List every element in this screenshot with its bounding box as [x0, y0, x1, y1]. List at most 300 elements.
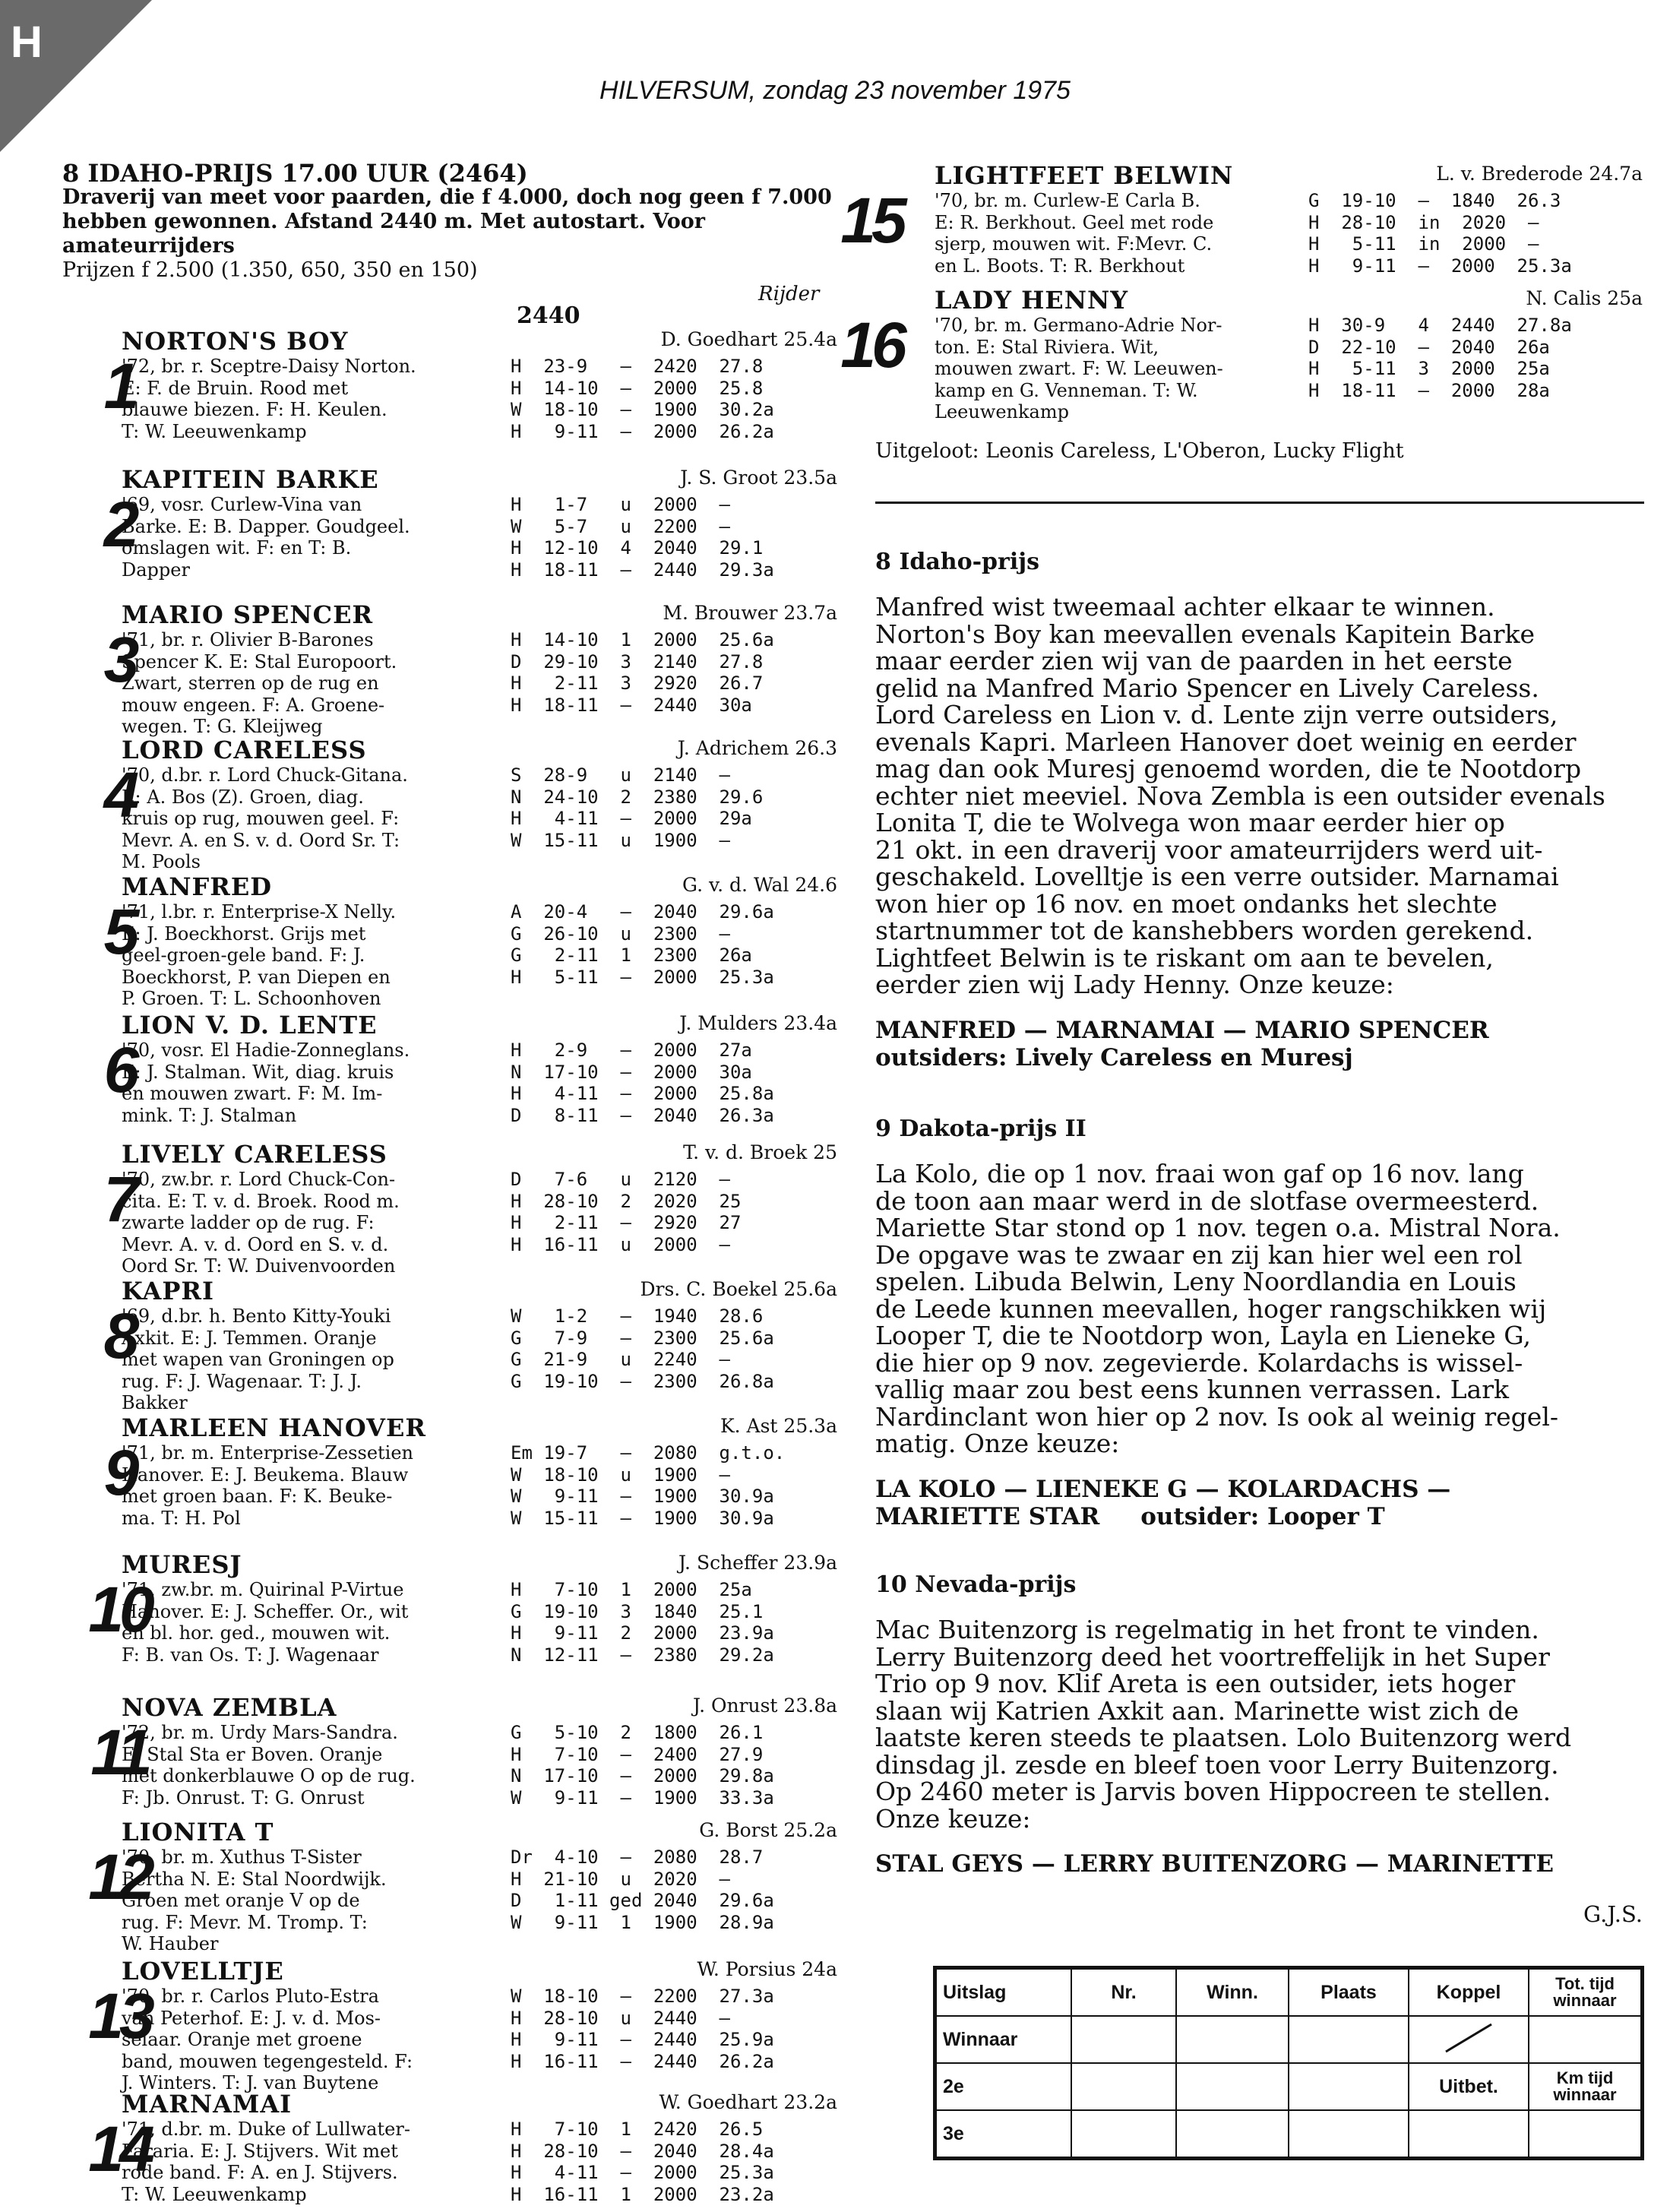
description-line: sjerp, mouwen wit. F:Mevr. C.	[935, 233, 1213, 255]
rider-record: G. v. d. Wal 24.6	[682, 874, 837, 896]
description-line: Dapper	[122, 559, 190, 581]
commentary-line: La Kolo, die op 1 nov. fraai won gaf op 16 nov. lang	[875, 1159, 1524, 1188]
description-line: '72, br. r. Sceptre-Daisy Norton.	[122, 356, 416, 377]
result-line: W 18-10 — 1900 30.2a	[511, 399, 774, 420]
result-line: G 5-10 2 1800 26.1	[511, 1722, 764, 1743]
race-conditions: Draverij van meet voor paarden, die f 4.000, doch nog geen f 7.000 hebben gewonnen. Afstand 2440 m. Met autostart. Voor amateurrijders	[62, 185, 832, 258]
commentary-line: maar eerder zien wij van de paarden in het eerste	[875, 646, 1513, 676]
description-line: E: F. de Bruin. Rood met	[122, 377, 349, 399]
result-line: W 9-11 — 1900 30.9a	[511, 1486, 774, 1507]
description-line: Mevr. A. v. d. Oord en S. v. d.	[122, 1233, 389, 1255]
result-line: G 19-10 — 1840 26.3	[1308, 190, 1561, 211]
result-line: H 5-11 3 2000 25a	[1308, 358, 1550, 379]
horse-name: LIONITA T	[122, 1818, 274, 1846]
result-line: H 16-11 1 2000 23.2a	[511, 2183, 774, 2205]
form-header-tot-tijd: Tot. tijd winnaar	[1529, 1968, 1643, 2017]
horse-name: MANFRED	[122, 872, 272, 901]
description-line: kruis op rug, mouwen geel. F:	[122, 808, 400, 829]
description-line: met donkerblauwe O op de rug.	[122, 1765, 416, 1786]
form-cell	[1289, 2063, 1409, 2110]
form-cell	[1409, 2110, 1529, 2159]
commentary-line: Trio op 9 nov. Klif Areta is een outsider, iets hoger	[875, 1669, 1516, 1698]
pick-line: MARIETTE STAR outsider: Looper T	[875, 1502, 1385, 1530]
commentary-text	[875, 1616, 1643, 1832]
description-line: Bakker	[122, 1392, 188, 1413]
description-line: met groen baan. F: K. Beuke-	[122, 1486, 393, 1507]
result-line: H 7-10 1 2420 26.5	[511, 2119, 764, 2140]
result-line: H 18-11 — 2000 28a	[1308, 379, 1550, 401]
commentary-line: Lord Careless en Lion v. d. Lente zijn verre outsiders,	[875, 700, 1558, 729]
result-line: H 4-11 — 2000 25.8a	[511, 1083, 774, 1104]
result-line: G 21-9 u 2240 —	[511, 1349, 730, 1370]
result-line: H 9-11 — 2000 25.3a	[1308, 255, 1572, 277]
form-cell	[1176, 2063, 1289, 2110]
description-line: en mouwen zwart. F: M. Im-	[122, 1083, 383, 1104]
horse-description	[122, 1169, 547, 1277]
result-line: G 26-10 u 2300 —	[511, 922, 730, 945]
description-line: T: W. Leeuwenkamp	[122, 420, 307, 442]
description-line: mouwen zwart. F: W. Leeuwen-	[935, 358, 1223, 379]
rider-header: Rijder	[758, 283, 820, 305]
result-line: S 28-9 u 2140 —	[511, 764, 730, 786]
horse-name: KAPRI	[122, 1277, 214, 1305]
result-line: Dr 4-10 — 2080 28.7	[511, 1846, 764, 1868]
description-line: '70, zw.br. r. Lord Chuck-Con-	[122, 1169, 396, 1190]
description-line: '70, br. r. Carlos Pluto-Estra	[122, 1986, 379, 2007]
description-line: zwarte ladder op de rug. F:	[122, 1212, 375, 1233]
race-results	[511, 356, 860, 442]
horse-name: LIGHTFEET BELWIN	[935, 161, 1234, 190]
start-number: 2	[103, 489, 135, 560]
result-line: W 18-10 u 1900 —	[511, 1464, 730, 1486]
horse-description	[122, 1846, 547, 1955]
start-number: 1	[103, 350, 135, 422]
result-line: H 30-9 4 2440 27.8a	[1308, 315, 1572, 336]
description-line: Spencer K. E: Stal Europoort.	[122, 650, 397, 672]
commentary-block	[875, 1115, 1643, 1530]
race-results	[511, 1442, 860, 1529]
start-number: 11	[90, 1717, 148, 1788]
description-line: P. Groen. T: L. Schoonhoven	[122, 988, 381, 1009]
description-line: F: Jb. Onrust. T: G. Onrust	[122, 1786, 365, 1809]
horse-name: LIVELY CARELESS	[122, 1140, 387, 1169]
result-line: W 5-7 u 2200 —	[511, 515, 730, 537]
commentary-line: Manfred wist tweemaal achter elkaar te winnen.	[875, 592, 1495, 622]
description-line: rug. F: J. Wagenaar. T: J. J.	[122, 1370, 362, 1392]
commentary-line: de toon aan maar werd in de slotfase overmeesterd.	[875, 1185, 1539, 1216]
horse-name: LORD CARELESS	[122, 736, 367, 764]
commentary-picks	[875, 1850, 1643, 1878]
commentary-line: Lonita T, die te Wolvega won maar eerder hier op	[875, 808, 1505, 837]
description-line: Leeuwenkamp	[935, 401, 1069, 422]
result-line: H 28-10 u 2440 —	[511, 2007, 730, 2029]
form-row-3e: 3e	[935, 2110, 1072, 2159]
form-cell	[1176, 2016, 1289, 2063]
commentary-line: die hier op 9 nov. zegevierde. Kolardachs is wissel-	[875, 1347, 1523, 1378]
slash-mark	[1431, 2018, 1507, 2056]
result-line: N 17-10 — 2000 29.8a	[511, 1765, 774, 1786]
description-line: T: W. Leeuwenkamp	[122, 2183, 307, 2205]
description-line: E: J. Stalman. Wit, diag. kruis	[122, 1061, 394, 1083]
description-line: band, mouwen tegengesteld. F:	[122, 2050, 413, 2072]
horse-name: LION V. D. LENTE	[122, 1011, 378, 1040]
start-number: 8	[103, 1300, 135, 1372]
commentary-line: Onze keuze:	[875, 1803, 1031, 1834]
horse-description	[122, 1305, 547, 1414]
commentary-line: Lerry Buitenzorg deed het voortreffelijk in het Super	[875, 1641, 1550, 1672]
result-line: H 9-11 — 2000 26.2a	[511, 420, 774, 442]
form-label-km-tijd: Km tijd winnaar	[1529, 2063, 1643, 2110]
commentary-line: vallig maar zou best eens kunnen verrassen. Lark	[875, 1375, 1509, 1404]
rider-record: J. Mulders 23.4a	[679, 1012, 837, 1034]
description-line: E: Stal Sta er Boven. Oranje	[122, 1743, 383, 1765]
result-line: H 9-11 2 2000 23.9a	[511, 1622, 774, 1644]
description-line: F: B. van Os. T: J. Wagenaar	[122, 1644, 379, 1666]
description-line: Groen met oranje V op de	[122, 1890, 360, 1911]
horse-name: MURESJ	[122, 1550, 242, 1579]
form-row-winnaar: Winnaar	[935, 2016, 1072, 2063]
horse-name: MARNAMAI	[122, 2090, 293, 2119]
commentary-picks	[875, 1017, 1643, 1071]
horse-name: KAPITEIN BARKE	[122, 465, 379, 494]
description-line: '70, d.br. r. Lord Chuck-Gitana.	[122, 764, 408, 786]
description-line: mink. T: J. Stalman	[122, 1104, 297, 1126]
commentary-line: Looper T, die te Nootdorp won, Layla en Lieneke G,	[875, 1321, 1531, 1350]
commentary-line: won hier op 16 nov. en moet ondanks het slechte	[875, 888, 1498, 919]
horse-name: MARIO SPENCER	[122, 600, 374, 629]
result-line: H 23-9 — 2420 27.8	[511, 356, 764, 377]
distance-header: 2440	[517, 302, 580, 329]
race-results	[511, 2119, 860, 2205]
form-header-nr: Nr.	[1071, 1968, 1176, 2017]
page-header: HILVERSUM, zondag 23 november 1975	[599, 76, 1071, 105]
commentary-line: startnummer tot de kanshebbers worden gerekend.	[875, 916, 1534, 945]
commentary-line: De opgave was te zwaar en zij kan hier wel een rol	[875, 1239, 1523, 1270]
result-line: D 7-6 u 2120 —	[511, 1169, 730, 1190]
description-line: van Peterhof. E: J. v. d. Mos-	[122, 2007, 381, 2029]
description-line: '69, vosr. Curlew-Vina van	[122, 494, 362, 515]
commentary-block	[875, 1571, 1643, 1878]
start-number: 10	[88, 1574, 150, 1645]
result-form	[933, 1966, 1644, 2160]
result-line: Em 19-7 — 2080 g.t.o.	[511, 1442, 786, 1464]
description-line: kamp en G. Venneman. T: W.	[935, 379, 1198, 401]
form-cell	[1071, 2110, 1176, 2159]
result-line: G 19-10 — 2300 26.8a	[511, 1370, 774, 1392]
horse-description	[122, 764, 547, 873]
form-header-uitslag: Uitslag	[935, 1968, 1072, 2017]
commentary-title: 9 Dakota-prijs II	[875, 1115, 1086, 1142]
race-prizes: Prijzen f 2.500 (1.350, 650, 350 en 150)	[62, 258, 478, 282]
description-line: W. Hauber	[122, 1933, 219, 1954]
form-cell	[1289, 2110, 1409, 2159]
race-results	[511, 1846, 860, 1933]
horse-description	[122, 1040, 547, 1126]
description-line: '71, l.br. r. Enterprise-X Nelly.	[122, 901, 397, 922]
description-line: E: J. Boeckhorst. Grijs met	[122, 922, 366, 945]
result-line: W 15-11 — 1900 30.9a	[511, 1507, 774, 1529]
commentary-line: geschakeld. Lovelltje is een verre outsider. Marnamai	[875, 862, 1559, 891]
horse-name: LADY HENNY	[935, 286, 1129, 315]
commentary-line: Norton's Boy kan meevallen evenals Kapitein Barke	[875, 619, 1536, 649]
description-line: Mevr. A. en S. v. d. Oord Sr. T:	[122, 829, 400, 851]
horse-description	[122, 1579, 547, 1666]
start-number: 13	[88, 1980, 150, 2052]
description-line: omslagen wit. F: en T: B.	[122, 537, 352, 559]
description-line: en L. Boots. T: R. Berkhout	[935, 255, 1185, 277]
commentary-line: mag dan ook Muresj genoemd worden, die te Nootdorp	[875, 754, 1582, 783]
start-number: 4	[103, 759, 135, 831]
rider-record: L. v. Brederode 24.7a	[1436, 163, 1643, 185]
result-line: H 14-10 — 2000 25.8	[511, 377, 764, 399]
race-results	[511, 629, 860, 716]
horse-name: NORTON'S BOY	[122, 327, 349, 356]
description-line: Hanover. E: J. Scheffer. Or., wit	[122, 1600, 409, 1622]
rider-record: N. Calis 25a	[1526, 287, 1643, 309]
result-line: W 1-2 — 1940 28.6	[511, 1305, 764, 1327]
description-line: M. Pools	[122, 851, 201, 872]
rider-record: M. Brouwer 23.7a	[663, 602, 837, 624]
commentary-line: gelid na Manfred Mario Spencer en Lively Careless.	[875, 672, 1539, 703]
description-line: ton. E: Stal Riviera. Wit,	[935, 336, 1159, 358]
result-line: H 2-11 — 2920 27	[511, 1212, 742, 1233]
pick-line: outsiders: Lively Careless en Muresj	[875, 1043, 1353, 1071]
result-line: H 5-11 — 2000 25.3a	[511, 966, 774, 988]
rider-record: K. Ast 25.3a	[720, 1415, 837, 1437]
result-line: W 9-11 — 1900 33.3a	[511, 1786, 774, 1809]
horse-description	[122, 1442, 547, 1529]
race-results	[511, 1040, 860, 1126]
result-line: H 5-11 in 2000 —	[1308, 233, 1539, 255]
race-results	[1308, 190, 1658, 277]
form-row-2e: 2e	[935, 2063, 1072, 2110]
horse-description	[122, 901, 547, 1010]
description-line: '71, d.br. m. Duke of Lullwater-	[122, 2119, 410, 2140]
result-line: D 8-11 — 2040 26.3a	[511, 1104, 774, 1126]
description-line: Axkit. E: J. Temmen. Oranje	[122, 1327, 377, 1349]
description-line: met wapen van Groningen op	[122, 1349, 394, 1370]
section-divider	[875, 502, 1644, 504]
commentary-line: Nardinclant won hier op 2 nov. Is ook al weinig regel-	[875, 1401, 1559, 1432]
rider-record: J. Onrust 23.8a	[692, 1695, 837, 1717]
description-line: '70, br. m. Curlew-E Carla B.	[935, 190, 1200, 211]
form-header-koppel: Koppel	[1409, 1968, 1529, 2017]
result-line: H 16-11 u 2000 —	[511, 1233, 730, 1255]
result-line: H 18-11 — 2440 30a	[511, 694, 752, 716]
race-results	[511, 901, 860, 988]
description-line: Fararia. E: J. Stijvers. Wit met	[122, 2140, 398, 2162]
result-line: D 29-10 3 2140 27.8	[511, 650, 764, 672]
rider-record: J. Scheffer 23.9a	[678, 1552, 837, 1574]
form-cell	[1529, 2110, 1643, 2159]
result-line: H 16-11 — 2440 26.2a	[511, 2050, 774, 2072]
race-results	[511, 494, 860, 581]
start-number: 5	[103, 896, 135, 967]
form-cell	[1071, 2016, 1176, 2063]
horse-description	[122, 1722, 547, 1809]
signature: G.J.S.	[1583, 1901, 1643, 1927]
result-line: H 18-11 — 2440 29.3a	[511, 559, 774, 581]
description-line: selaar. Oranje met groene	[122, 2029, 362, 2050]
description-line: rode band. F: A. en J. Stijvers.	[122, 2162, 398, 2183]
description-line: '70, vosr. El Hadie-Zonneglans.	[122, 1040, 410, 1061]
race-results	[1308, 315, 1658, 401]
description-line: '70, br. m. Germano-Adrie Nor-	[935, 315, 1222, 336]
race-title: 8 IDAHO-PRIJS 17.00 UUR (2464)	[62, 159, 528, 188]
horse-description	[122, 1986, 547, 2094]
form-header-plaats: Plaats	[1289, 1968, 1409, 2017]
commentary-line: Lightfeet Belwin is te riskant om aan te bevelen,	[875, 942, 1494, 973]
description-line: rug. F: Mevr. M. Tromp. T:	[122, 1911, 368, 1933]
commentary-line: de Leede kunnen meevallen, hoger rangschikken wij	[875, 1293, 1547, 1324]
result-line: H 12-10 4 2040 29.1	[511, 537, 764, 559]
commentary-text	[875, 1160, 1643, 1457]
rider-record: Drs. C. Boekel 25.6a	[640, 1278, 837, 1300]
commentary-line: laatste keren steeds te plaatsen. Lolo Buitenzorg werd	[875, 1723, 1572, 1752]
result-line: H 7-10 1 2000 25a	[511, 1579, 752, 1600]
commentary-line: dinsdag jl. zesde en bleef toen voor Lerry Buitenzorg.	[875, 1749, 1559, 1780]
result-line: N 12-11 — 2380 29.2a	[511, 1644, 774, 1666]
commentary-picks	[875, 1476, 1643, 1530]
form-cell	[1071, 2063, 1176, 2110]
horse-description	[122, 2119, 547, 2205]
rider-record: J. S. Groot 23.5a	[680, 467, 837, 489]
description-line: J. Winters. T: J. van Buytene	[122, 2072, 379, 2093]
result-line: D 22-10 — 2040 26a	[1308, 336, 1550, 358]
commentary-line: evenals Kapri. Marleen Hanover doet weinig en eerder	[875, 726, 1577, 757]
description-line: mouw engeen. F: A. Groene-	[122, 694, 385, 716]
result-line: W 9-11 1 1900 28.9a	[511, 1911, 774, 1933]
description-line: Oord Sr. T: W. Duivenvoorden	[122, 1255, 396, 1277]
result-line: H 4-11 — 2000 25.3a	[511, 2162, 774, 2183]
scratched-note: Uitgeloot: Leonis Careless, L'Oberon, Lucky Flight	[875, 439, 1404, 463]
result-line: H 21-10 u 2020 —	[511, 1868, 730, 1890]
pick-line: LA KOLO — LIENEKE G — KOLARDACHS —	[875, 1475, 1451, 1503]
description-line: '71, br. r. Olivier B-Barones	[122, 629, 374, 650]
race-header	[62, 161, 837, 283]
horse-name: MARLEEN HANOVER	[122, 1413, 426, 1442]
commentary-line: slaan wij Katrien Axkit aan. Marinette wist zich de	[875, 1695, 1520, 1726]
rider-record: D. Goedhart 25.4a	[660, 328, 837, 350]
form-header-winn: Winn.	[1176, 1968, 1289, 2017]
commentary-line: echter niet meeviel. Nova Zembla is een outsider evenals	[875, 780, 1605, 811]
result-line: H 14-10 1 2000 25.6a	[511, 629, 774, 650]
horse-description	[122, 494, 547, 581]
result-line: G 2-11 1 2300 26a	[511, 945, 752, 966]
race-results	[511, 1986, 860, 2072]
result-line: H 7-10 — 2400 27.9	[511, 1743, 764, 1765]
result-line: G 19-10 3 1840 25.1	[511, 1600, 764, 1622]
form-cell	[1529, 2016, 1643, 2063]
commentary-line: Op 2460 meter is Jarvis boven Hippocreen te stellen.	[875, 1777, 1551, 1806]
horse-description	[935, 190, 1360, 277]
form-cell	[1176, 2110, 1289, 2159]
race-results	[511, 1722, 860, 1809]
result-line: H 28-10 — 2040 28.4a	[511, 2140, 774, 2162]
description-line: en bl. hor. ged., mouwen wit.	[122, 1622, 391, 1644]
form-cell	[1289, 2016, 1409, 2063]
start-number: 9	[103, 1437, 135, 1508]
description-line: '72, br. m. Urdy Mars-Sandra.	[122, 1722, 398, 1743]
description-line: wegen. T: G. Kleijweg	[122, 716, 323, 737]
commentary-title: 8 Idaho-prijs	[875, 549, 1039, 575]
commentary-line: Mariette Star stond op 1 nov. tegen o.a. Mistral Nora.	[875, 1213, 1561, 1242]
commentary-text	[875, 593, 1643, 998]
description-line: Hanover. E: J. Beukema. Blauw	[122, 1464, 409, 1486]
result-line: A 20-4 — 2040 29.6a	[511, 901, 774, 922]
horse-description	[122, 356, 547, 442]
description-line: '69, d.br. h. Bento Kitty-Youki	[122, 1305, 391, 1327]
rider-record: T. v. d. Broek 25	[683, 1141, 837, 1163]
result-line: G 7-9 — 2300 25.6a	[511, 1327, 774, 1349]
start-number: 15	[840, 185, 903, 256]
commentary-block	[875, 549, 1643, 1071]
description-line: '70, br. m. Xuthus T-Sister	[122, 1846, 362, 1868]
corner-letter: H	[11, 17, 43, 67]
pick-line: STAL GEYS — LERRY BUITENZORG — MARINETTE	[875, 1850, 1555, 1878]
race-results	[511, 764, 860, 851]
result-line: H 2-9 — 2000 27a	[511, 1040, 752, 1061]
rider-record: J. Adrichem 26.3	[677, 737, 837, 759]
commentary-line: eerder zien wij Lady Henny. Onze keuze:	[875, 970, 1394, 999]
form-cell-slash	[1409, 2016, 1529, 2063]
horse-description	[935, 315, 1360, 423]
result-line: W 15-11 u 1900 —	[511, 829, 730, 851]
pick-line: MANFRED — MARNAMAI — MARIO SPENCER	[875, 1016, 1489, 1044]
start-number: 7	[103, 1163, 135, 1235]
result-line: D 1-11 ged 2040 29.6a	[511, 1890, 774, 1911]
description-line: cita. E: T. v. d. Broek. Rood m.	[122, 1190, 400, 1212]
commentary-title: 10 Nevada-prijs	[875, 1571, 1077, 1598]
result-line: H 2-11 3 2920 26.7	[511, 672, 764, 694]
commentary-line: 21 okt. in een draverij voor amateurrijders werd uit-	[875, 834, 1543, 865]
result-line: H 28-10 2 2020 25	[511, 1190, 742, 1212]
start-number: 3	[103, 624, 135, 695]
result-line: H 4-11 — 2000 29a	[511, 808, 752, 829]
form-label-uitbet: Uitbet.	[1409, 2063, 1529, 2110]
description-line: geel-groen-gele band. F: J.	[122, 945, 365, 966]
horse-name: LOVELLTJE	[122, 1957, 284, 1986]
description-line: Bertha N. E: Stal Noordwijk.	[122, 1868, 387, 1890]
description-line: Zwart, sterren op de rug en	[122, 672, 379, 694]
result-line: N 24-10 2 2380 29.6	[511, 786, 764, 808]
race-results	[511, 1579, 860, 1666]
horse-name: NOVA ZEMBLA	[122, 1693, 337, 1722]
rider-record: W. Porsius 24a	[697, 1958, 837, 1980]
commentary-line: matig. Onze keuze:	[875, 1429, 1120, 1458]
result-line: W 18-10 — 2200 27.3a	[511, 1986, 774, 2007]
result-line: H 1-7 u 2000 —	[511, 494, 730, 515]
rider-record: W. Goedhart 23.2a	[659, 2091, 837, 2113]
race-results	[511, 1305, 860, 1392]
description-line: E: A. Bos (Z). Groen, diag.	[122, 786, 364, 808]
race-results	[511, 1169, 860, 1255]
description-line: Barke. E: B. Dapper. Goudgeel.	[122, 515, 410, 537]
description-line: ma. T: H. Pol	[122, 1507, 241, 1529]
result-line: N 17-10 — 2000 30a	[511, 1061, 752, 1083]
start-number: 16	[840, 309, 903, 381]
start-number: 12	[88, 1841, 150, 1913]
commentary-line: spelen. Libuda Belwin, Leny Noordlandia en Louis	[875, 1267, 1517, 1296]
description-line: blauwe biezen. F: H. Keulen.	[122, 399, 387, 420]
commentary-line: Mac Buitenzorg is regelmatig in het front te vinden.	[875, 1615, 1539, 1644]
description-line: Boeckhorst, P. van Diepen en	[122, 966, 391, 988]
horse-description	[122, 629, 547, 738]
result-line: H 28-10 in 2020 —	[1308, 211, 1539, 233]
rider-record: G. Borst 25.2a	[699, 1819, 837, 1841]
start-number: 6	[103, 1034, 135, 1106]
result-line: H 9-11 — 2440 25.9a	[511, 2029, 774, 2050]
